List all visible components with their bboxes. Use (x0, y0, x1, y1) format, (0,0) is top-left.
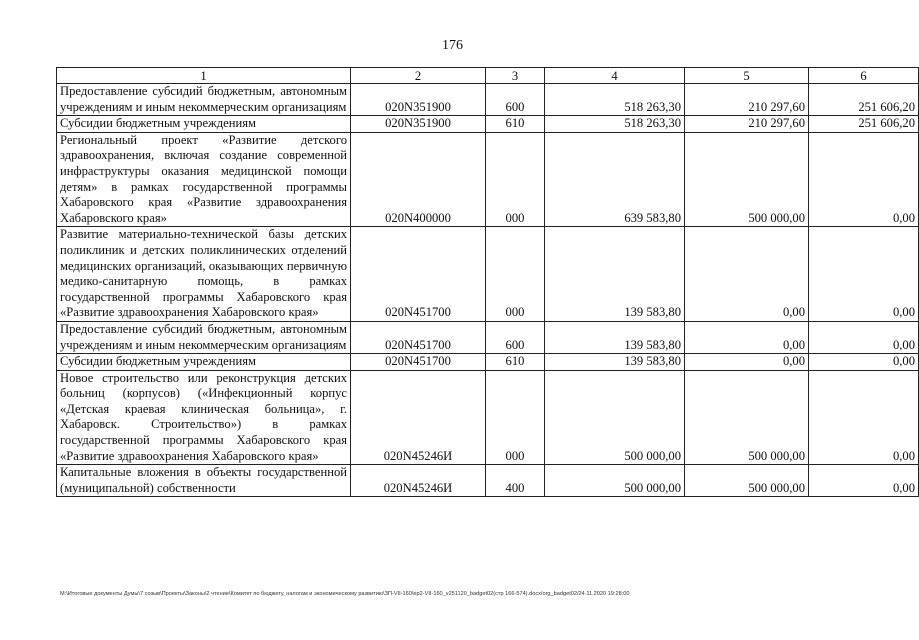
row-value-6: 251 606,20 (809, 116, 919, 133)
table-row (57, 465, 919, 497)
row-code: 020N351900 (351, 84, 486, 116)
row-value-4: 518 263,30 (545, 116, 685, 133)
row-value-5: 0,00 (685, 354, 809, 371)
header-col-2: 2 (351, 68, 486, 84)
row-type: 000 (486, 132, 545, 227)
table-row (57, 132, 919, 227)
table-row (57, 84, 919, 116)
document-path-footer: M:\Итоговые документы Думы\7 созыв\Проекты\Законы\2 чтение\Комитет по бюджету, налогам и экономическому развитию\ЗП-VII-160\ер2-VII-160_v251120_badget02(стр 166-574).docx/org_badget02/24.11.2020 19:28:00 (60, 591, 630, 597)
row-value-6: 0,00 (809, 132, 919, 227)
table-row (57, 227, 919, 322)
row-type: 000 (486, 370, 545, 465)
row-code: 020N351900 (351, 116, 486, 133)
row-code: 020N45246И (351, 465, 486, 497)
row-code: 020N451700 (351, 321, 486, 353)
row-value-6: 0,00 (809, 370, 919, 465)
table-row (57, 370, 919, 465)
row-type: 600 (486, 321, 545, 353)
row-value-5: 500 000,00 (685, 132, 809, 227)
row-type: 610 (486, 116, 545, 133)
header-col-6: 6 (809, 68, 919, 84)
header-col-1: 1 (57, 68, 351, 84)
table-row (57, 116, 919, 133)
row-value-4: 139 583,80 (545, 227, 685, 322)
row-code: 020N400000 (351, 132, 486, 227)
row-type: 600 (486, 84, 545, 116)
row-value-5: 210 297,60 (685, 84, 809, 116)
row-value-4: 139 583,80 (545, 321, 685, 353)
row-value-5: 500 000,00 (685, 370, 809, 465)
row-value-5: 0,00 (685, 227, 809, 322)
row-value-4: 500 000,00 (545, 465, 685, 497)
row-type: 000 (486, 227, 545, 322)
row-name: Предоставление субсидий бюджетным, автономным учреждениям и иным некоммерческим организациям (57, 321, 351, 353)
row-value-6: 0,00 (809, 321, 919, 353)
header-col-5: 5 (685, 68, 809, 84)
row-type: 400 (486, 465, 545, 497)
row-value-6: 0,00 (809, 354, 919, 371)
row-name: Новое строительство или реконструкция детских больниц (корпусов) («Инфекционный корпус «Детская краевая клиническая больница», г. Хабаровск. Строительство») в рамках государственной программы Хабаровского края «Развитие здравоохранения Хабаровского края» (57, 370, 351, 465)
table-row (57, 321, 919, 353)
row-type: 610 (486, 354, 545, 371)
row-value-6: 0,00 (809, 227, 919, 322)
row-name: Региональный проект «Развитие детского здравоохранения, включая создание современной инфраструктуры оказания медицинской помощи детям» в рамках государственной программы Хабаровского края «Развитие здравоохранения Хабаровского края» (57, 132, 351, 227)
row-value-4: 639 583,80 (545, 132, 685, 227)
row-code: 020N451700 (351, 227, 486, 322)
row-code: 020N451700 (351, 354, 486, 371)
header-col-4: 4 (545, 68, 685, 84)
row-value-5: 210 297,60 (685, 116, 809, 133)
row-value-6: 0,00 (809, 465, 919, 497)
row-name: Капитальные вложения в объекты государственной (муниципальной) собственности (57, 465, 351, 497)
row-value-4: 139 583,80 (545, 354, 685, 371)
row-value-5: 0,00 (685, 321, 809, 353)
row-name: Предоставление субсидий бюджетным, автономным учреждениям и иным некоммерческим организациям (57, 84, 351, 116)
row-name: Субсидии бюджетным учреждениям (57, 354, 351, 371)
page-number: 176 (442, 38, 463, 53)
row-code: 020N45246И (351, 370, 486, 465)
row-value-4: 518 263,30 (545, 84, 685, 116)
budget-table (56, 67, 919, 497)
table-header-row (57, 68, 919, 84)
row-value-5: 500 000,00 (685, 465, 809, 497)
table-row (57, 354, 919, 371)
header-col-3: 3 (486, 68, 545, 84)
row-name: Развитие материально-технической базы детских поликлиник и детских поликлинических отделений медицинских организаций, оказывающих первичную медико-санитарную помощь, в рамках государственной программы Хабаровского края «Развитие здравоохранения Хабаровского края» (57, 227, 351, 322)
row-value-6: 251 606,20 (809, 84, 919, 116)
row-value-4: 500 000,00 (545, 370, 685, 465)
row-name: Субсидии бюджетным учреждениям (57, 116, 351, 133)
